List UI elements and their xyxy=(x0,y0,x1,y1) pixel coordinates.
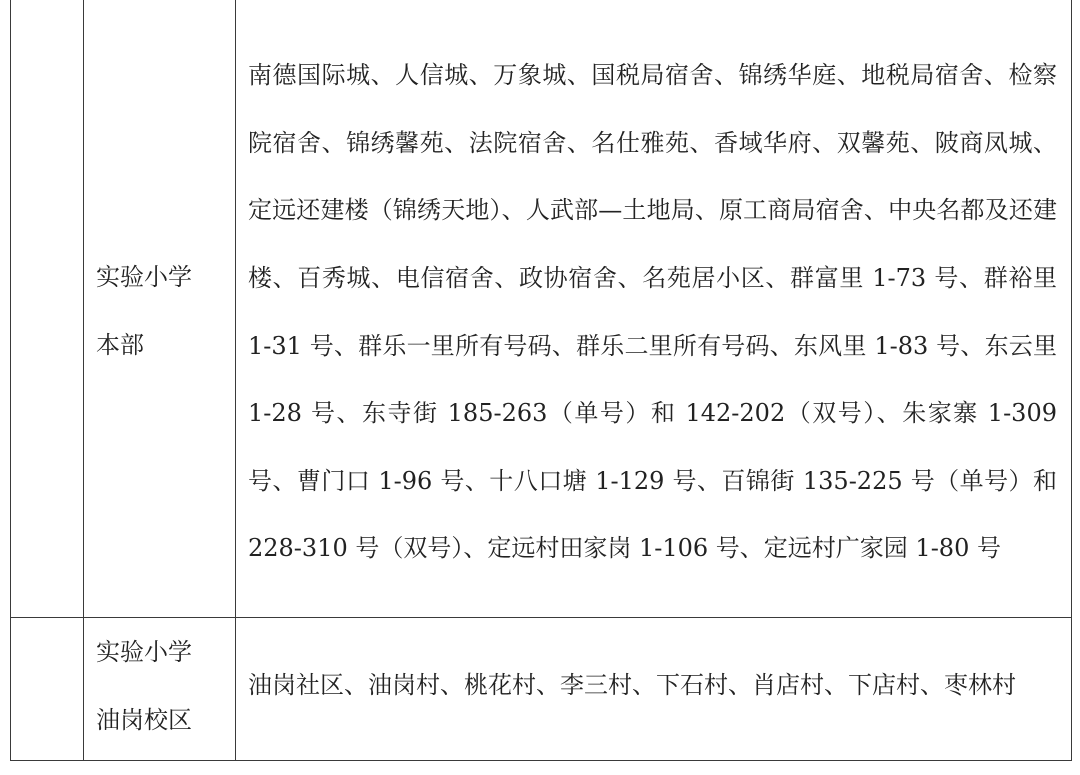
index-cell xyxy=(11,0,84,618)
index-cell xyxy=(11,618,84,761)
school-name-line: 实验小学 xyxy=(96,638,192,666)
enrollment-area-text: 南德国际城、人信城、万象城、国税局宿舍、锦绣华庭、地税局宿舍、检察院宿舍、锦绣馨苑、法院宿舍、名仕雅苑、香域华府、双馨苑、陂商凤城、定远还建楼（锦绣天地）、人武部—土地局、原工商局宿舍、中央名都及还建楼、百秀城、电信宿舍、政协宿舍、名苑居小区、群富里 1-73 号、群裕里 1-31 号、群乐一里所有号码、群乐二里所有号码、东风里 1-83 号、东云里 1-28 号、东寺街 185-263（单号）和 142-202（双号）、朱家寨 1-309 号、曹门口 1-96 号、十八口塘 1-129 号、百锦街 135-225 号（单号）和 228-310 号（双号）、定远村田家岗 1-106 号、定远村广家园 1-80 号 xyxy=(248,61,1057,563)
table-row xyxy=(11,618,1072,761)
area-cell xyxy=(236,618,1072,761)
school-name-cell xyxy=(84,0,236,618)
school-name-line: 油岗校区 xyxy=(96,706,192,734)
area-cell xyxy=(236,0,1072,618)
school-name xyxy=(84,618,235,760)
school-name-line: 本部 xyxy=(96,330,144,359)
school-name-cell xyxy=(84,618,236,761)
school-name-line: 实验小学 xyxy=(96,262,192,291)
school-name xyxy=(84,239,235,379)
table-row xyxy=(11,0,1072,618)
school-district-table xyxy=(10,0,1072,761)
enrollment-area-text: 油岗社区、油岗村、桃花村、李三村、下石村、肖店村、下店村、枣林村 xyxy=(248,671,1016,700)
